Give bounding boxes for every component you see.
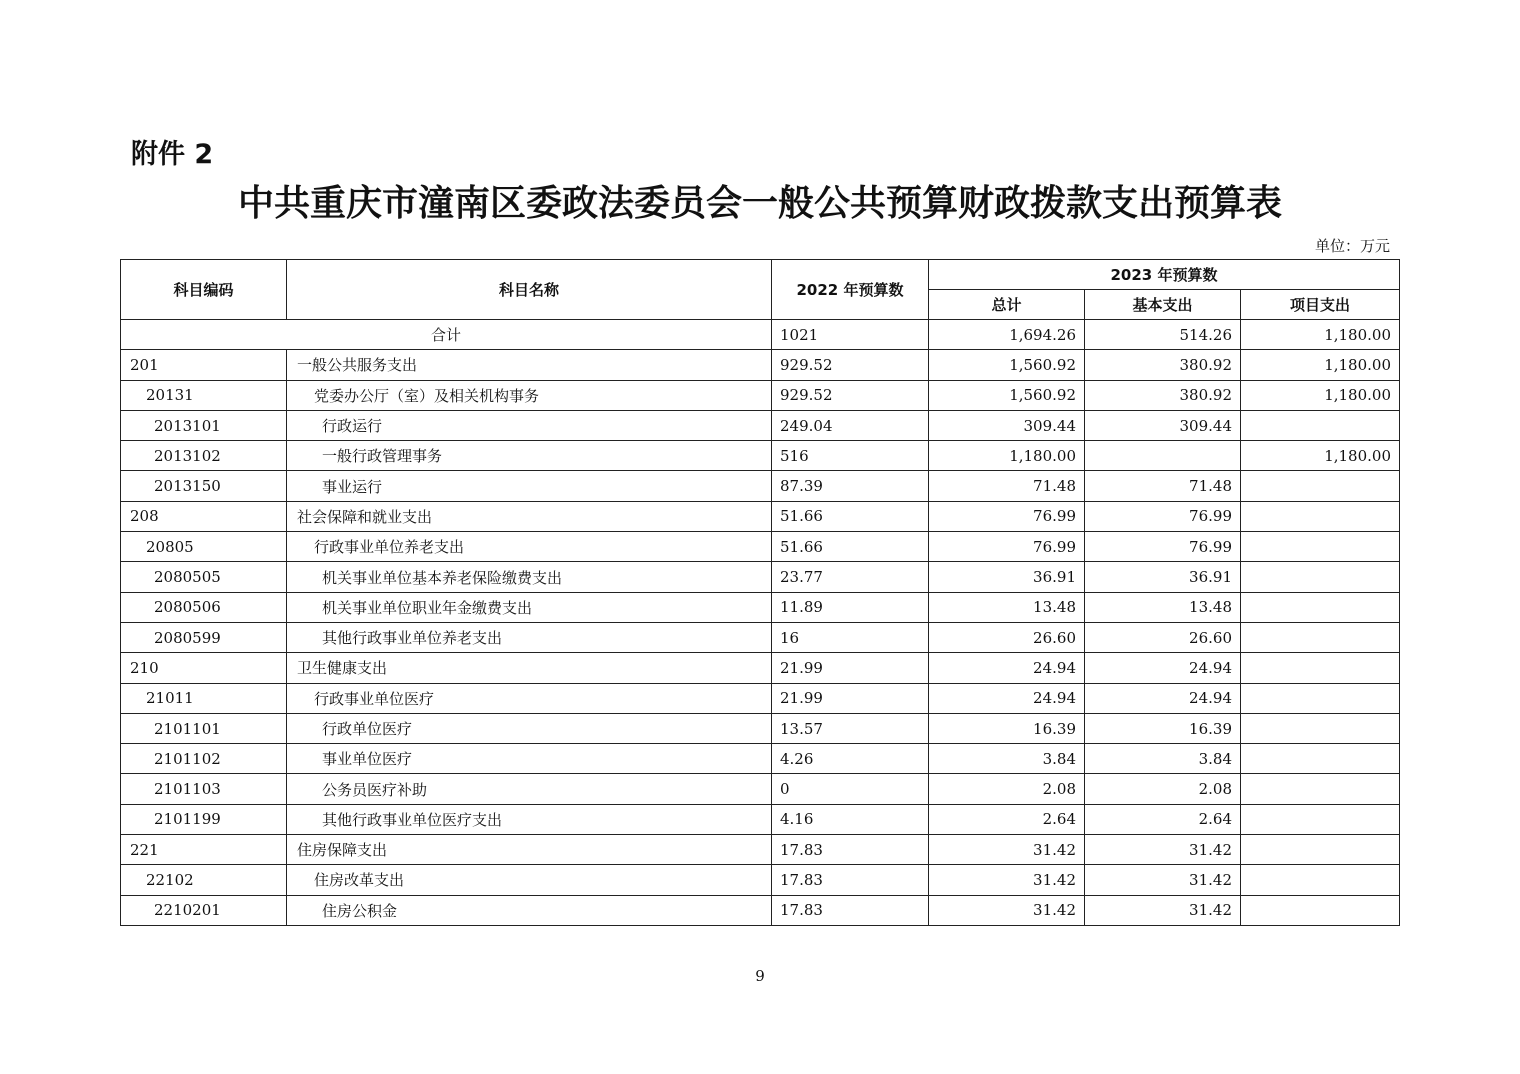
header-project: 项目支出 (1241, 290, 1400, 320)
cell-basic: 36.91 (1085, 562, 1241, 592)
cell-project (1241, 804, 1400, 834)
cell-name: 机关事业单位职业年金缴费支出 (287, 592, 772, 622)
cell-project (1241, 683, 1400, 713)
cell-basic: 31.42 (1085, 835, 1241, 865)
table-row (121, 865, 1400, 895)
cell-name: 其他行政事业单位养老支出 (287, 622, 772, 652)
cell-total: 13.48 (929, 592, 1085, 622)
cell-budget-2022: 51.66 (772, 501, 929, 531)
cell-name: 机关事业单位基本养老保险缴费支出 (287, 562, 772, 592)
cell-basic: 76.99 (1085, 501, 1241, 531)
cell-total: 24.94 (929, 683, 1085, 713)
cell-code: 2101103 (121, 774, 287, 804)
table-row (121, 804, 1400, 834)
table-row (121, 774, 1400, 804)
cell-budget-2022: 87.39 (772, 471, 929, 501)
cell-total: 1,180.00 (929, 441, 1085, 471)
cell-name: 一般公共服务支出 (287, 350, 772, 380)
cell-name: 住房保障支出 (287, 835, 772, 865)
header-budget-2022: 2022 年预算数 (772, 260, 929, 320)
cell-project (1241, 895, 1400, 925)
cell-code: 20805 (121, 532, 287, 562)
cell-budget-2022: 249.04 (772, 410, 929, 440)
cell-budget-2022: 0 (772, 774, 929, 804)
table-row (121, 895, 1400, 925)
cell-name: 社会保障和就业支出 (287, 501, 772, 531)
cell-total: 309.44 (929, 410, 1085, 440)
table-row (121, 562, 1400, 592)
cell-name: 行政事业单位养老支出 (287, 532, 772, 562)
cell-name: 一般行政管理事务 (287, 441, 772, 471)
table-row (121, 653, 1400, 683)
table-row (121, 380, 1400, 410)
cell-budget-2022: 17.83 (772, 895, 929, 925)
cell-basic: 71.48 (1085, 471, 1241, 501)
cell-name: 住房公积金 (287, 895, 772, 925)
cell-name: 事业单位医疗 (287, 744, 772, 774)
cell-code: 2101102 (121, 744, 287, 774)
cell-name: 住房改革支出 (287, 865, 772, 895)
cell-project (1241, 532, 1400, 562)
header-name: 科目名称 (287, 260, 772, 320)
cell-project (1241, 592, 1400, 622)
table-body (121, 320, 1400, 926)
page-number: 9 (755, 967, 765, 985)
header-code: 科目编码 (121, 260, 287, 320)
cell-project (1241, 865, 1400, 895)
cell-code: 210 (121, 653, 287, 683)
cell-project (1241, 774, 1400, 804)
cell-basic: 26.60 (1085, 622, 1241, 652)
cell-budget-2022: 929.52 (772, 350, 929, 380)
cell-basic: 31.42 (1085, 895, 1241, 925)
cell-budget-2022: 4.16 (772, 804, 929, 834)
cell-code: 2080599 (121, 622, 287, 652)
cell-code: 2101199 (121, 804, 287, 834)
cell-budget-2022: 23.77 (772, 562, 929, 592)
table-row (121, 350, 1400, 380)
cell-code: 201 (121, 350, 287, 380)
table-row (121, 713, 1400, 743)
table-row (121, 410, 1400, 440)
cell-basic (1085, 441, 1241, 471)
cell-basic: 24.94 (1085, 653, 1241, 683)
attachment-label: 附件 2 (131, 139, 214, 170)
cell-code: 2080505 (121, 562, 287, 592)
cell-total: 3.84 (929, 744, 1085, 774)
cell-project (1241, 622, 1400, 652)
table-row (121, 622, 1400, 652)
cell-total: 31.42 (929, 895, 1085, 925)
cell-total: 26.60 (929, 622, 1085, 652)
table-header (121, 260, 1400, 320)
cell-name: 行政运行 (287, 410, 772, 440)
cell-budget-2022: 17.83 (772, 865, 929, 895)
cell-budget-2022: 4.26 (772, 744, 929, 774)
total-project: 1,180.00 (1241, 320, 1400, 350)
cell-basic: 380.92 (1085, 380, 1241, 410)
cell-total: 1,560.92 (929, 350, 1085, 380)
cell-project (1241, 744, 1400, 774)
cell-total: 16.39 (929, 713, 1085, 743)
cell-total: 31.42 (929, 835, 1085, 865)
cell-code: 2013150 (121, 471, 287, 501)
cell-basic: 24.94 (1085, 683, 1241, 713)
cell-basic: 13.48 (1085, 592, 1241, 622)
cell-name: 行政单位医疗 (287, 713, 772, 743)
cell-name: 公务员医疗补助 (287, 774, 772, 804)
cell-project (1241, 653, 1400, 683)
cell-basic: 31.42 (1085, 865, 1241, 895)
cell-budget-2022: 13.57 (772, 713, 929, 743)
cell-basic: 76.99 (1085, 532, 1241, 562)
cell-budget-2022: 17.83 (772, 835, 929, 865)
cell-budget-2022: 21.99 (772, 653, 929, 683)
cell-budget-2022: 516 (772, 441, 929, 471)
cell-basic: 3.84 (1085, 744, 1241, 774)
cell-total: 2.08 (929, 774, 1085, 804)
cell-budget-2022: 21.99 (772, 683, 929, 713)
cell-code: 208 (121, 501, 287, 531)
cell-total: 71.48 (929, 471, 1085, 501)
table-row (121, 532, 1400, 562)
table-row (121, 592, 1400, 622)
cell-name: 卫生健康支出 (287, 653, 772, 683)
cell-project: 1,180.00 (1241, 380, 1400, 410)
cell-total: 76.99 (929, 532, 1085, 562)
cell-project (1241, 410, 1400, 440)
cell-total: 76.99 (929, 501, 1085, 531)
total-label: 合计 (121, 320, 772, 350)
cell-basic: 2.64 (1085, 804, 1241, 834)
cell-name: 行政事业单位医疗 (287, 683, 772, 713)
table-row (121, 471, 1400, 501)
cell-project (1241, 835, 1400, 865)
cell-budget-2022: 51.66 (772, 532, 929, 562)
cell-code: 2013102 (121, 441, 287, 471)
cell-total: 24.94 (929, 653, 1085, 683)
cell-name: 事业运行 (287, 471, 772, 501)
total-total: 1,694.26 (929, 320, 1085, 350)
cell-total: 31.42 (929, 865, 1085, 895)
cell-basic: 16.39 (1085, 713, 1241, 743)
table-row (121, 683, 1400, 713)
cell-total: 1,560.92 (929, 380, 1085, 410)
cell-code: 2080506 (121, 592, 287, 622)
cell-name: 其他行政事业单位医疗支出 (287, 804, 772, 834)
header-basic: 基本支出 (1085, 290, 1241, 320)
cell-project: 1,180.00 (1241, 350, 1400, 380)
cell-project (1241, 471, 1400, 501)
table-row (121, 835, 1400, 865)
total-row (121, 320, 1400, 350)
header-budget-2023: 2023 年预算数 (929, 260, 1400, 290)
document-title: 中共重庆市潼南区委政法委员会一般公共预算财政拨款支出预算表 (237, 183, 1282, 224)
cell-code: 2210201 (121, 895, 287, 925)
cell-code: 20131 (121, 380, 287, 410)
total-basic: 514.26 (1085, 320, 1241, 350)
cell-budget-2022: 929.52 (772, 380, 929, 410)
table-row (121, 441, 1400, 471)
total-budget-2022: 1021 (772, 320, 929, 350)
cell-code: 21011 (121, 683, 287, 713)
cell-project (1241, 501, 1400, 531)
cell-budget-2022: 16 (772, 622, 929, 652)
table-row (121, 744, 1400, 774)
cell-code: 221 (121, 835, 287, 865)
cell-project (1241, 562, 1400, 592)
cell-total: 36.91 (929, 562, 1085, 592)
cell-project: 1,180.00 (1241, 441, 1400, 471)
cell-name: 党委办公厅（室）及相关机构事务 (287, 380, 772, 410)
table-row (121, 501, 1400, 531)
header-total: 总计 (929, 290, 1085, 320)
cell-code: 2101101 (121, 713, 287, 743)
cell-basic: 2.08 (1085, 774, 1241, 804)
budget-table (120, 259, 1400, 926)
unit-label: 单位：万元 (1314, 237, 1390, 255)
cell-code: 22102 (121, 865, 287, 895)
cell-basic: 380.92 (1085, 350, 1241, 380)
cell-total: 2.64 (929, 804, 1085, 834)
cell-project (1241, 713, 1400, 743)
cell-budget-2022: 11.89 (772, 592, 929, 622)
cell-basic: 309.44 (1085, 410, 1241, 440)
cell-code: 2013101 (121, 410, 287, 440)
